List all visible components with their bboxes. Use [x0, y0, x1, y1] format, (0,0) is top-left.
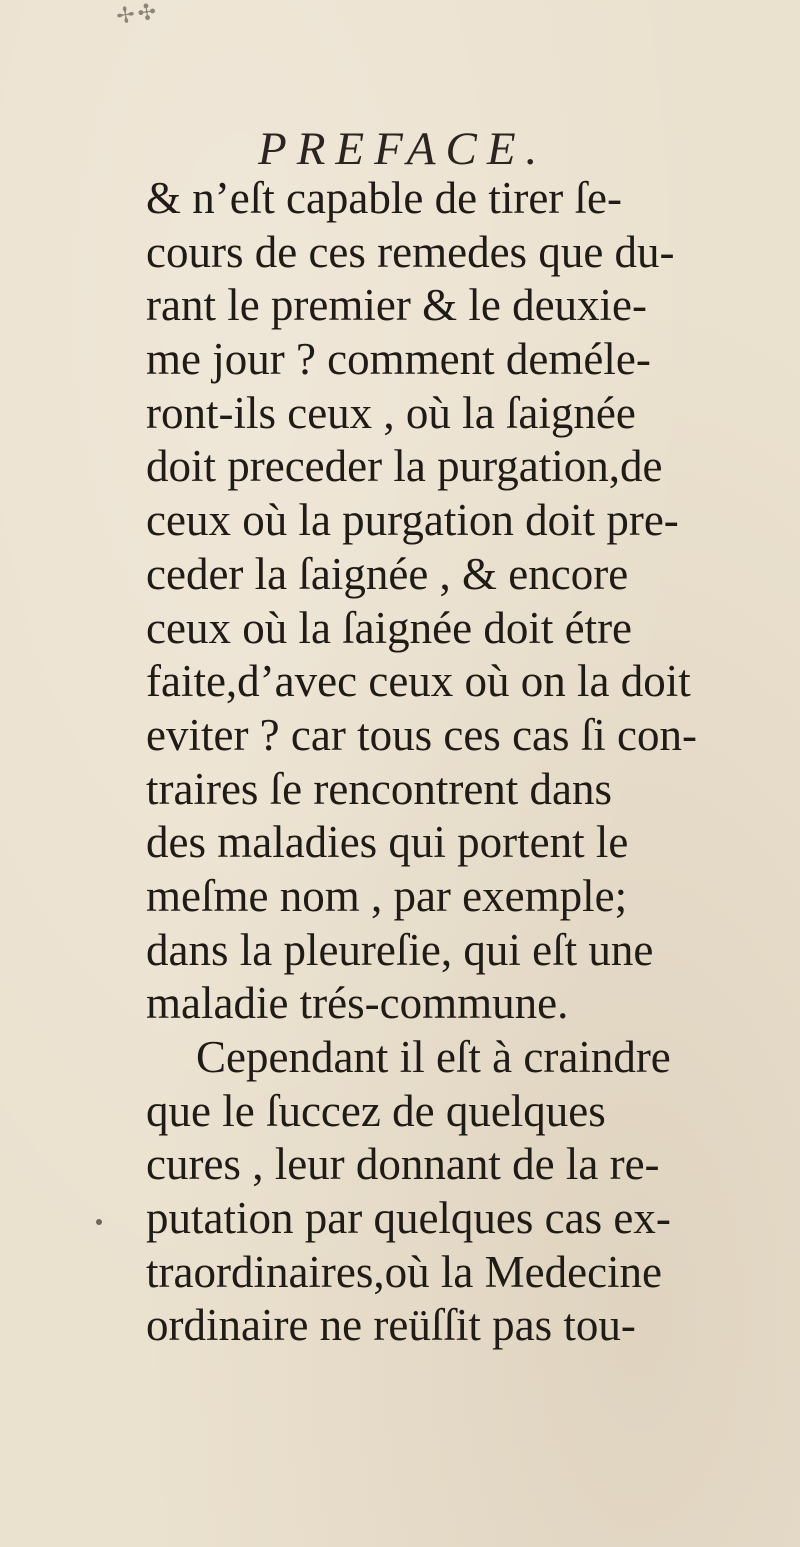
text-line: cures , leur donnant de la re- [146, 1139, 660, 1190]
text-line: ceux où la purgation doit pre- [146, 495, 679, 546]
ink-spot [96, 1219, 102, 1225]
body-text [146, 172, 786, 1353]
text-line: ceder la ſaignée , & encore [146, 548, 629, 599]
text-line: putation par quelques cas ex- [146, 1193, 671, 1244]
text-line: ordinaire ne reüſſit pas tou- [146, 1300, 636, 1351]
text-line: rant le premier & le deuxie- [146, 280, 648, 331]
text-line: ront-ils ceux , où la ſaignée [146, 387, 636, 438]
text-line: doit preceder la purgation,de [146, 441, 663, 492]
text-line: dans la pleureſie, qui eſt une [146, 924, 654, 975]
ink-flourish-mark: ✢ ✣ [115, 0, 156, 30]
text-line: meſme nom , par exemple; [146, 870, 628, 921]
text-line: des maladies qui portent le [146, 817, 629, 868]
running-head: PREFACE. [258, 123, 548, 175]
text-line: ceux où la ſaignée doit étre [146, 602, 633, 653]
text-line: & n’eſt capable de tirer ſe- [146, 173, 622, 223]
paragraph-start-line: Cependant il eſt à craindre [196, 1032, 671, 1082]
text-line: que le ſuccez de quelques [146, 1085, 606, 1136]
text-line: eviter ? car tous ces cas ſi con- [146, 709, 697, 760]
text-line: me jour ? comment deméle- [146, 334, 651, 385]
text-line: traordinaires,où la Medecine [146, 1246, 663, 1297]
text-line: faite,d’avec ceux où on la doit [146, 656, 691, 707]
text-line: cours de ces remedes que du- [146, 226, 675, 277]
text-line: maladie trés-commune. [146, 978, 569, 1029]
text-line: traires ſe rencontrent dans [146, 763, 613, 814]
